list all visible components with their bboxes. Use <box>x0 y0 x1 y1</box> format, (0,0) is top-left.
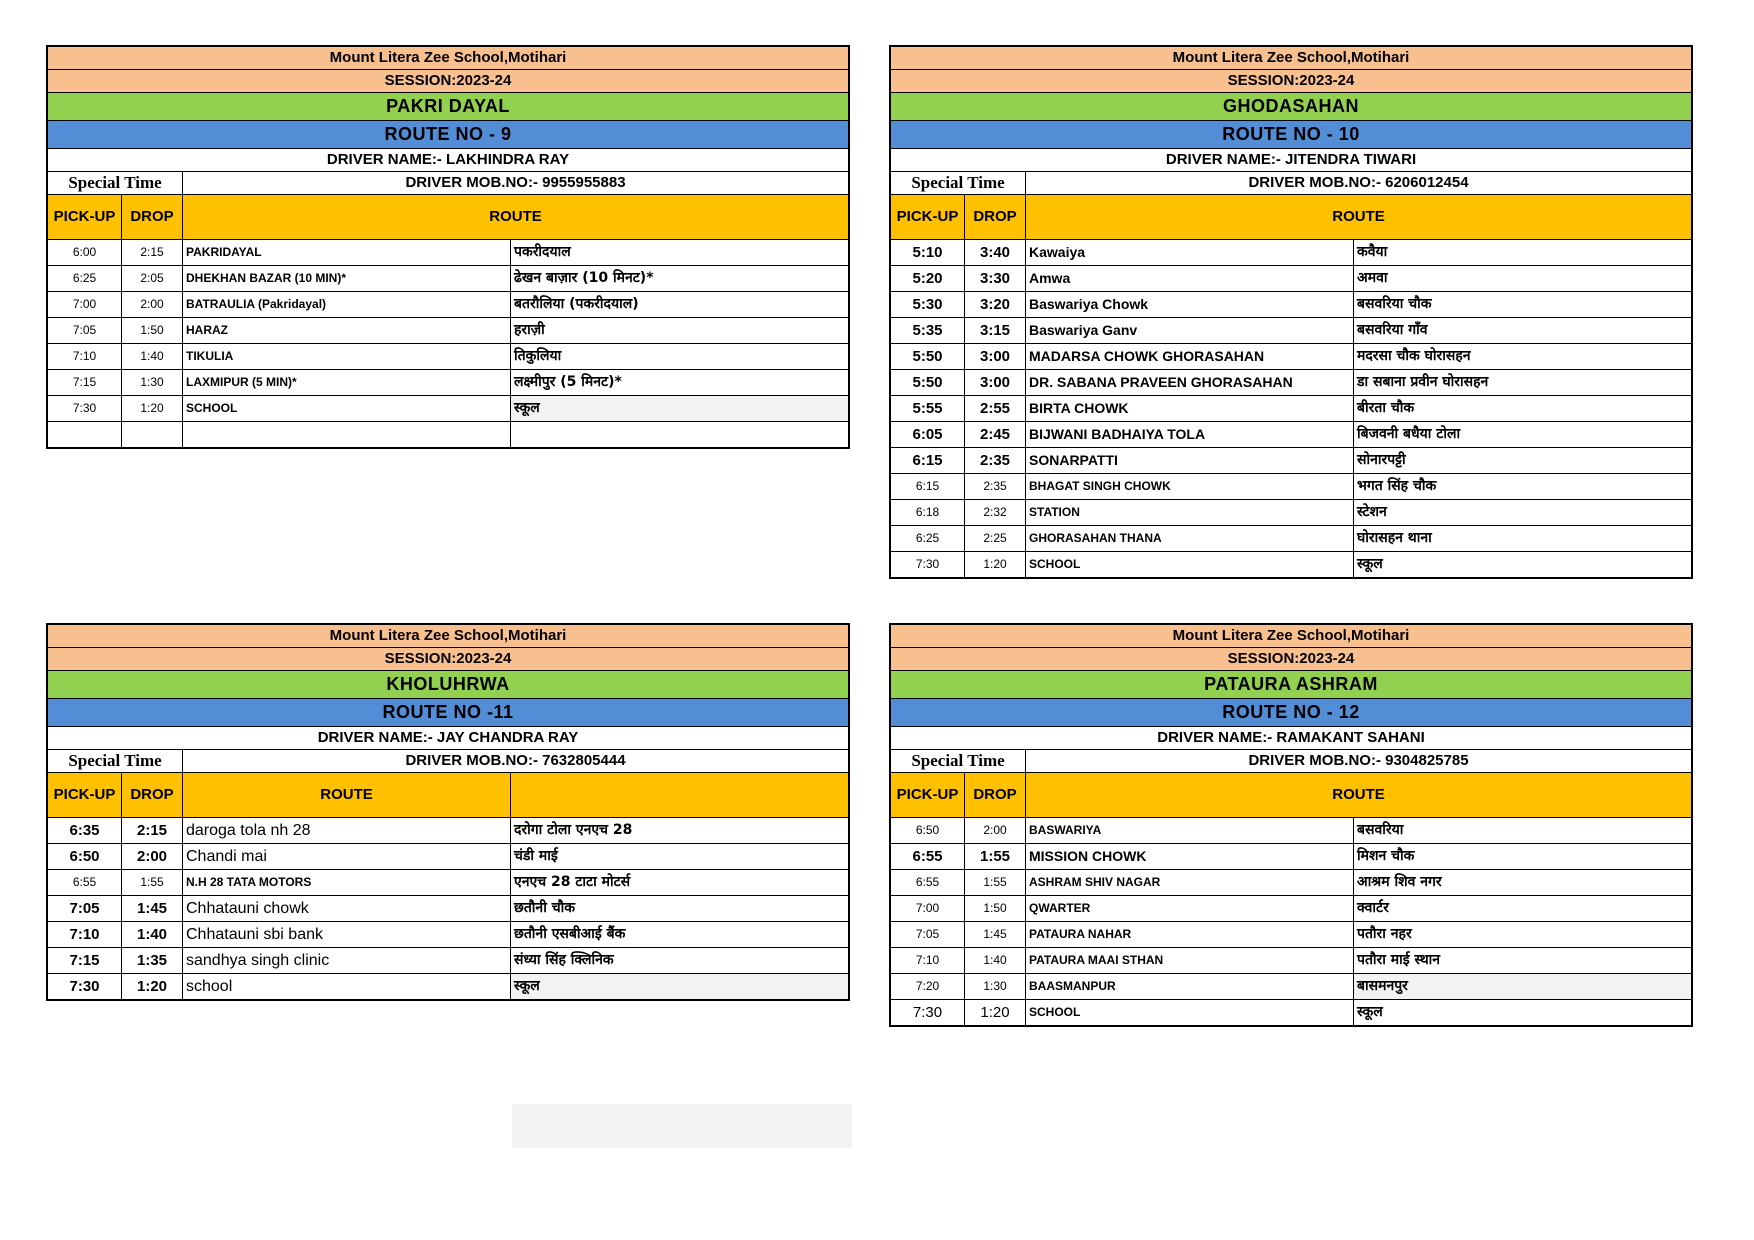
drop-time: 1:40 <box>965 948 1026 973</box>
drop-time: 1:35 <box>122 948 183 973</box>
session-label: SESSION:2023-24 <box>891 70 1691 93</box>
pickup-time: 6:25 <box>48 266 122 291</box>
stop-name: STATION <box>1026 500 1354 525</box>
pickup-time: 7:05 <box>48 318 122 343</box>
pickup-time: 5:50 <box>891 344 965 369</box>
pickup-time: 6:25 <box>891 526 965 551</box>
stop-name <box>183 422 511 447</box>
stop-name-hindi: पतौरा नहर <box>1357 926 1412 942</box>
table-row <box>891 370 1691 396</box>
pickup-header: PICK-UP <box>48 773 122 817</box>
table-row <box>891 266 1691 292</box>
drop-header: DROP <box>122 773 183 817</box>
drop-time: 1:55 <box>965 870 1026 895</box>
pickup-time: 6:15 <box>891 474 965 499</box>
drop-time: 2:25 <box>965 526 1026 551</box>
stop-name-hindi: बतरौलिया (पकरीदयाल) <box>514 296 639 312</box>
stop-name: SCHOOL <box>183 396 511 421</box>
drop-time: 3:00 <box>965 370 1026 395</box>
table-row <box>48 240 848 266</box>
stop-name: Chandi mai <box>183 844 511 869</box>
table-row <box>48 266 848 292</box>
table-row <box>48 974 848 999</box>
stop-name-hindi: हराज़ी <box>514 322 545 338</box>
pickup-time: 7:20 <box>891 974 965 999</box>
pickup-time: 6:55 <box>891 870 965 895</box>
stop-name: PATAURA MAAI STHAN <box>1026 948 1354 973</box>
stop-name-hindi: मिशन चौक <box>1357 848 1415 864</box>
pickup-time: 7:05 <box>891 922 965 947</box>
drop-time: 3:30 <box>965 266 1026 291</box>
drop-time: 3:15 <box>965 318 1026 343</box>
school-name: Mount Litera Zee School,Motihari <box>48 625 848 648</box>
stop-name-hindi <box>511 422 848 447</box>
stop-name-hindi: बासमनपुर <box>1354 974 1691 999</box>
stop-name: GHORASAHAN THANA <box>1026 526 1354 551</box>
stop-name: LAXMIPUR (5 MIN)* <box>183 370 511 395</box>
drop-time: 1:55 <box>965 844 1026 869</box>
route-number: ROUTE NO - 10 <box>891 121 1691 149</box>
school-name: Mount Litera Zee School,Motihari <box>48 47 848 70</box>
stop-name-hindi: घोरासहन थाना <box>1357 530 1432 546</box>
pickup-time: 5:55 <box>891 396 965 421</box>
pickup-time: 6:50 <box>48 844 122 869</box>
table-row <box>48 948 848 974</box>
route-card-11 <box>46 623 850 1001</box>
session-label: SESSION:2023-24 <box>48 648 848 671</box>
stop-name-hindi: बसवरिया <box>1357 822 1404 838</box>
table-row <box>48 370 848 396</box>
table-row <box>891 396 1691 422</box>
pickup-time: 7:30 <box>891 1000 965 1025</box>
special-time-label: Special Time <box>48 172 183 194</box>
stop-name-hindi: कवैया <box>1357 244 1388 260</box>
route-header: ROUTE <box>489 208 542 225</box>
stop-name: SONARPATTI <box>1026 448 1354 473</box>
stop-name-hindi: पकरीदयाल <box>514 244 571 260</box>
drop-time: 2:00 <box>965 818 1026 843</box>
stop-name: daroga tola nh 28 <box>183 818 511 843</box>
stop-name: Kawaiya <box>1026 240 1354 265</box>
stop-name-hindi: बिजवनी बधैया टोला <box>1357 426 1461 442</box>
pickup-time: 5:20 <box>891 266 965 291</box>
driver-name: DRIVER NAME:- JITENDRA TIWARI <box>891 149 1691 172</box>
drop-time: 2:00 <box>122 292 183 317</box>
pickup-time: 7:00 <box>48 292 122 317</box>
stop-name-hindi: स्कूल <box>511 396 848 421</box>
stop-name: PAKRIDAYAL <box>183 240 511 265</box>
drop-header: DROP <box>965 195 1026 239</box>
pickup-time: 7:30 <box>891 552 965 577</box>
table-row <box>48 422 848 447</box>
special-time-label: Special Time <box>891 750 1026 772</box>
table-row <box>891 422 1691 448</box>
drop-time: 2:35 <box>965 448 1026 473</box>
pickup-header: PICK-UP <box>891 773 965 817</box>
pickup-time: 7:10 <box>48 922 122 947</box>
area-title: PATAURA ASHRAM <box>891 671 1691 699</box>
schedule-table <box>891 818 1691 1025</box>
stop-name: Baswariya Chowk <box>1026 292 1354 317</box>
special-time-row <box>891 750 1691 773</box>
pickup-time: 7:30 <box>48 396 122 421</box>
pickup-time: 6:00 <box>48 240 122 265</box>
driver-name: DRIVER NAME:- LAKHINDRA RAY <box>48 149 848 172</box>
drop-time: 2:32 <box>965 500 1026 525</box>
stop-name: N.H 28 TATA MOTORS <box>183 870 511 895</box>
stop-name-hindi: सोनारपट्टी <box>1357 452 1406 468</box>
drop-time: 1:40 <box>122 922 183 947</box>
route-header: ROUTE <box>1332 208 1385 225</box>
table-row <box>891 922 1691 948</box>
stop-name: BHAGAT SINGH CHOWK <box>1026 474 1354 499</box>
stop-name: Chhatauni sbi bank <box>183 922 511 947</box>
table-row <box>891 318 1691 344</box>
area-title: PAKRI DAYAL <box>48 93 848 121</box>
pickup-time: 7:15 <box>48 370 122 395</box>
drop-time: 1:45 <box>122 896 183 921</box>
stop-name-hindi: एनएच 28 टाटा मोटर्स <box>514 874 631 890</box>
drop-header: DROP <box>965 773 1026 817</box>
stop-name: ASHRAM SHIV NAGAR <box>1026 870 1354 895</box>
drop-time: 1:55 <box>122 870 183 895</box>
driver-name: DRIVER NAME:- RAMAKANT SAHANI <box>891 727 1691 750</box>
area-title: KHOLUHRWA <box>48 671 848 699</box>
school-name: Mount Litera Zee School,Motihari <box>891 47 1691 70</box>
drop-time: 1:45 <box>965 922 1026 947</box>
driver-mobile: DRIVER MOB.NO:- 9304825785 <box>1248 752 1469 769</box>
stop-name-hindi: बसवरिया गाँव <box>1357 322 1428 338</box>
session-label: SESSION:2023-24 <box>891 648 1691 671</box>
stop-name-hindi: चंडी माई <box>514 848 558 864</box>
drop-time: 2:15 <box>122 240 183 265</box>
pickup-header: PICK-UP <box>891 195 965 239</box>
pickup-time: 5:30 <box>891 292 965 317</box>
route-number: ROUTE NO - 12 <box>891 699 1691 727</box>
route-header: ROUTE <box>183 773 511 817</box>
stop-name: SCHOOL <box>1026 552 1354 577</box>
drop-time: 1:20 <box>965 552 1026 577</box>
drop-time: 2:05 <box>122 266 183 291</box>
drop-time: 2:15 <box>122 818 183 843</box>
stop-name: sandhya singh clinic <box>183 948 511 973</box>
table-row <box>891 870 1691 896</box>
stop-name-hindi: पतौरा माई स्थान <box>1357 952 1441 968</box>
pickup-time: 7:30 <box>48 974 122 999</box>
pickup-time: 7:00 <box>891 896 965 921</box>
stop-name: BATRAULIA (Pakridayal) <box>183 292 511 317</box>
stop-name: SCHOOL <box>1026 1000 1354 1025</box>
table-row <box>48 292 848 318</box>
pickup-time: 6:50 <box>891 818 965 843</box>
route-number: ROUTE NO - 9 <box>48 121 848 149</box>
blank-cell <box>512 1104 852 1148</box>
drop-time: 1:50 <box>122 318 183 343</box>
stop-name-hindi: अमवा <box>1357 270 1388 286</box>
stop-name: BAASMANPUR <box>1026 974 1354 999</box>
driver-name: DRIVER NAME:- JAY CHANDRA RAY <box>48 727 848 750</box>
drop-time: 3:00 <box>965 344 1026 369</box>
stop-name-hindi: तिकुलिया <box>514 348 562 364</box>
stop-name-hindi: आश्रम शिव नगर <box>1357 874 1442 890</box>
stop-name: Chhatauni chowk <box>183 896 511 921</box>
stop-name-hindi: दरोगा टोला एनएच 28 <box>514 822 633 838</box>
table-row <box>891 344 1691 370</box>
pickup-time <box>48 422 122 447</box>
pickup-time: 6:55 <box>891 844 965 869</box>
special-time-row <box>48 172 848 195</box>
table-row <box>891 500 1691 526</box>
route-number: ROUTE NO -11 <box>48 699 848 727</box>
table-row <box>891 896 1691 922</box>
stop-name-hindi: स्कूल <box>1357 556 1383 572</box>
special-time-row <box>891 172 1691 195</box>
table-row <box>891 292 1691 318</box>
session-label: SESSION:2023-24 <box>48 70 848 93</box>
drop-time: 1:20 <box>965 1000 1026 1025</box>
table-row <box>891 474 1691 500</box>
drop-time: 1:30 <box>965 974 1026 999</box>
drop-time: 2:55 <box>965 396 1026 421</box>
table-row <box>891 1000 1691 1025</box>
schedule-table <box>48 818 848 999</box>
pickup-time: 7:05 <box>48 896 122 921</box>
pickup-time: 6:05 <box>891 422 965 447</box>
driver-mobile: DRIVER MOB.NO:- 9955955883 <box>405 174 626 191</box>
drop-time: 2:00 <box>122 844 183 869</box>
stop-name: BIRTA CHOWK <box>1026 396 1354 421</box>
stop-name-hindi: स्टेशन <box>1357 504 1387 520</box>
schedule-table <box>891 240 1691 577</box>
stop-name-hindi: मदरसा चौक घोरासहन <box>1357 348 1471 364</box>
table-row <box>48 396 848 422</box>
special-time-row <box>48 750 848 773</box>
driver-mobile: DRIVER MOB.NO:- 6206012454 <box>1248 174 1469 191</box>
stop-name-hindi: क्वार्टर <box>1357 900 1389 916</box>
pickup-time: 6:35 <box>48 818 122 843</box>
stop-name-hindi: संध्या सिंह क्लिनिक <box>514 952 614 968</box>
route-card-10 <box>889 45 1693 579</box>
table-row <box>48 344 848 370</box>
pickup-time: 7:10 <box>48 344 122 369</box>
driver-mobile: DRIVER MOB.NO:- 7632805444 <box>405 752 626 769</box>
stop-name: PATAURA NAHAR <box>1026 922 1354 947</box>
pickup-time: 6:18 <box>891 500 965 525</box>
drop-time: 1:20 <box>122 974 183 999</box>
school-name: Mount Litera Zee School,Motihari <box>891 625 1691 648</box>
table-row <box>891 448 1691 474</box>
table-row <box>891 948 1691 974</box>
table-row <box>48 844 848 870</box>
route-header-blank <box>511 773 848 817</box>
drop-time: 2:45 <box>965 422 1026 447</box>
special-time-label: Special Time <box>891 172 1026 194</box>
drop-time: 3:20 <box>965 292 1026 317</box>
table-header <box>48 195 848 240</box>
table-row <box>48 922 848 948</box>
stop-name: TIKULIA <box>183 344 511 369</box>
stop-name: BIJWANI BADHAIYA TOLA <box>1026 422 1354 447</box>
drop-time: 1:50 <box>965 896 1026 921</box>
table-row <box>48 896 848 922</box>
stop-name: MADARSA CHOWK GHORASAHAN <box>1026 344 1354 369</box>
stop-name-hindi: छतौनी चौक <box>514 900 575 916</box>
stop-name-hindi: बीरता चौक <box>1357 400 1415 416</box>
stop-name: Baswariya Ganv <box>1026 318 1354 343</box>
stop-name: DR. SABANA PRAVEEN GHORASAHAN <box>1026 370 1354 395</box>
pickup-time: 5:35 <box>891 318 965 343</box>
pickup-time: 6:55 <box>48 870 122 895</box>
schedule-table <box>48 240 848 447</box>
pickup-time: 6:15 <box>891 448 965 473</box>
table-row <box>891 526 1691 552</box>
drop-time: 1:40 <box>122 344 183 369</box>
stop-name-hindi: डा सबाना प्रवीन घोरासहन <box>1357 374 1489 390</box>
table-row <box>891 552 1691 577</box>
stop-name: BASWARIYA <box>1026 818 1354 843</box>
drop-time: 1:30 <box>122 370 183 395</box>
route-header: ROUTE <box>1332 786 1385 803</box>
pickup-header: PICK-UP <box>48 195 122 239</box>
pickup-time: 5:10 <box>891 240 965 265</box>
stop-name: Amwa <box>1026 266 1354 291</box>
table-row <box>891 974 1691 1000</box>
stop-name: HARAZ <box>183 318 511 343</box>
table-header <box>48 773 848 818</box>
pickup-time: 7:10 <box>891 948 965 973</box>
pickup-time: 7:15 <box>48 948 122 973</box>
table-header <box>891 195 1691 240</box>
stop-name: DHEKHAN BAZAR (10 MIN)* <box>183 266 511 291</box>
stop-name-hindi: छतौनी एसबीआई बैंक <box>514 926 626 942</box>
stop-name-hindi: लक्ष्मीपुर (5 मिनट)* <box>514 374 622 390</box>
table-row <box>48 318 848 344</box>
drop-time: 2:35 <box>965 474 1026 499</box>
table-row <box>48 818 848 844</box>
table-row <box>48 870 848 896</box>
stop-name: MISSION CHOWK <box>1026 844 1354 869</box>
pickup-time: 5:50 <box>891 370 965 395</box>
stop-name-hindi: स्कूल <box>1357 1004 1383 1020</box>
table-row <box>891 844 1691 870</box>
table-row <box>891 818 1691 844</box>
stop-name-hindi: ढेखन बाज़ार (10 मिनट)* <box>514 270 654 286</box>
stop-name-hindi: स्कूल <box>511 974 848 999</box>
route-card-12 <box>889 623 1693 1027</box>
table-row <box>891 240 1691 266</box>
area-title: GHODASAHAN <box>891 93 1691 121</box>
stop-name-hindi: बसवरिया चौक <box>1357 296 1432 312</box>
stop-name-hindi: भगत सिंह चौक <box>1357 478 1437 494</box>
stop-name: school <box>183 974 511 999</box>
drop-time: 1:20 <box>122 396 183 421</box>
table-header <box>891 773 1691 818</box>
drop-time: 3:40 <box>965 240 1026 265</box>
drop-header: DROP <box>122 195 183 239</box>
route-card-9 <box>46 45 850 449</box>
special-time-label: Special Time <box>48 750 183 772</box>
stop-name: QWARTER <box>1026 896 1354 921</box>
drop-time <box>122 422 183 447</box>
